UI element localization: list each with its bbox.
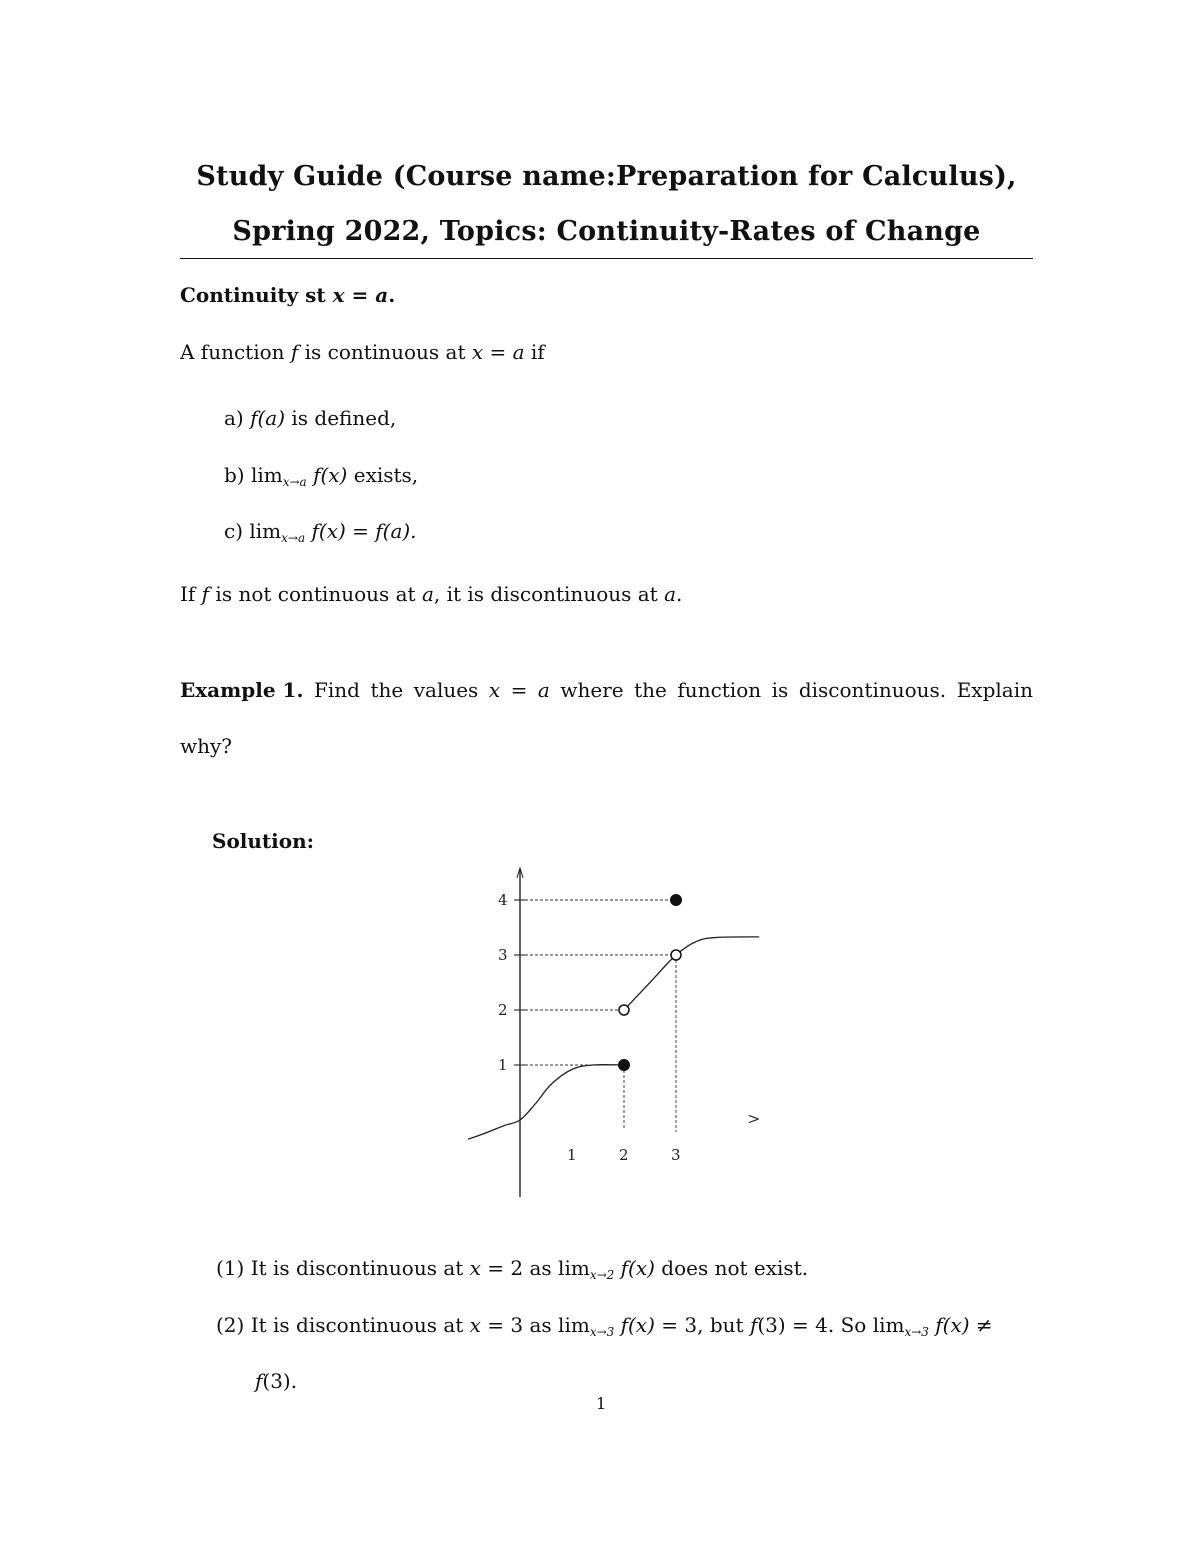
example-word: x [488, 678, 501, 702]
document-title-line-1: Study Guide (Course name:Preparation for Calculus), [196, 161, 1017, 192]
item-2-eq: = 3 as [480, 1313, 559, 1337]
condition-c-label: c) [224, 519, 244, 543]
example-word: = [510, 678, 528, 702]
note-text-2: is not continuous at [209, 582, 422, 606]
item-1-x: x [469, 1256, 481, 1280]
title-rule [180, 258, 1033, 259]
open-point [619, 1005, 629, 1015]
y-tick-label: 1 [498, 1056, 508, 1074]
page-number: 1 [596, 1394, 607, 1413]
graph-guide-lines [520, 900, 676, 1132]
note-end: . [676, 582, 683, 606]
condition-b-math: f(x) [306, 463, 348, 487]
condition-b-text: exists, [347, 463, 419, 487]
solution-item-2-line-2 [255, 1369, 297, 1393]
solution-item-1 [216, 1256, 808, 1282]
item-2-line-2-f: f [255, 1369, 263, 1393]
condition-b-label: b) [224, 463, 245, 487]
section-heading-continuity [180, 283, 395, 307]
condition-a [224, 406, 396, 430]
item-2-number: (2) [216, 1313, 245, 1337]
example-word: function [677, 678, 762, 702]
filled-point [619, 1060, 630, 1071]
lim-operator: lim [872, 1313, 905, 1337]
item-2-fx: f(x) [614, 1313, 655, 1337]
intro-f: f [290, 340, 299, 364]
open-point [671, 950, 681, 960]
lim-subscript: x→3 [589, 1325, 615, 1339]
heading-math: x = a [332, 283, 389, 307]
example-1-line-1 [180, 678, 1033, 702]
example-word: where [560, 678, 624, 702]
note-a: a [421, 582, 434, 606]
heading-end: . [388, 283, 396, 307]
note-f: f [201, 582, 210, 606]
y-tick-label: 4 [498, 891, 508, 909]
item-2-x: x [469, 1313, 481, 1337]
item-1-text: It is discontinuous at [244, 1256, 470, 1280]
graph-labels [498, 891, 760, 1164]
example-word: Explain [956, 678, 1033, 702]
lim-operator: lim [249, 519, 282, 543]
example-word: Find [313, 678, 360, 702]
item-2-neq: ≠ [969, 1313, 993, 1337]
intro-math: x = a [471, 340, 525, 364]
intro-text-3: if [524, 340, 545, 364]
function-curve [468, 1065, 624, 1140]
solution-heading: Solution: [212, 829, 315, 853]
graph-axes [514, 868, 526, 1197]
x-tick-label: 1 [567, 1146, 577, 1164]
condition-a-label: a) [224, 406, 244, 430]
function-curve [624, 937, 759, 1010]
heading-text: Continuity st [180, 283, 333, 307]
item-1-fx: f(x) [614, 1256, 655, 1280]
example-word: is [771, 678, 789, 702]
lim-operator: lim [558, 1256, 590, 1280]
lim-subscript: x→a [282, 475, 307, 489]
item-1-eq: = 2 as [480, 1256, 559, 1280]
item-2-f: f [749, 1313, 758, 1337]
condition-a-text: is defined, [285, 406, 397, 430]
item-2-mid: = 3, but [654, 1313, 750, 1337]
x-tick-label: 3 [671, 1146, 681, 1164]
example-word: a [537, 678, 550, 702]
lim-subscript: x→3 [904, 1325, 929, 1339]
y-tick-label: 2 [498, 1001, 508, 1019]
example-label: Example 1. [180, 678, 304, 702]
item-1-end: does not exist. [654, 1256, 809, 1280]
item-2-mid-2: (3) = 4. So [757, 1313, 873, 1337]
item-2-line-2-text: (3). [262, 1369, 298, 1393]
intro-text: A function [180, 340, 291, 364]
function-graph [455, 862, 775, 1207]
condition-a-math: f(a) [250, 406, 286, 430]
lim-subscript: x→2 [589, 1268, 615, 1282]
discontinuity-note [180, 582, 682, 606]
item-2-text: It is discontinuous at [244, 1313, 470, 1337]
example-1-line-2: why? [180, 734, 233, 758]
lim-operator: lim [250, 463, 283, 487]
example-word: values [413, 678, 479, 702]
example-word: discontinuous. [798, 678, 947, 702]
definition-intro [180, 340, 545, 364]
condition-c [224, 519, 417, 545]
lim-subscript: x→a [281, 531, 306, 545]
x-axis-arrow-label: > [747, 1109, 761, 1128]
note-text: If [180, 582, 202, 606]
document-title-line-2: Spring 2022, Topics: Continuity-Rates of Change [232, 216, 981, 247]
example-word: the [634, 678, 667, 702]
note-text-3: , it is discontinuous at [433, 582, 665, 606]
filled-point [671, 895, 682, 906]
y-tick-label: 3 [498, 946, 508, 964]
lim-operator: lim [558, 1313, 590, 1337]
graph-curves [468, 937, 759, 1139]
example-word: the [370, 678, 404, 702]
condition-b [224, 463, 418, 489]
item-1-number: (1) [216, 1256, 245, 1280]
intro-text-2: is continuous at [298, 340, 472, 364]
solution-item-2 [216, 1313, 993, 1339]
condition-c-math: f(x) = f(a). [305, 519, 417, 543]
x-tick-label: 2 [619, 1146, 629, 1164]
note-a-2: a [664, 582, 676, 606]
item-2-fx-2: f(x) [928, 1313, 970, 1337]
